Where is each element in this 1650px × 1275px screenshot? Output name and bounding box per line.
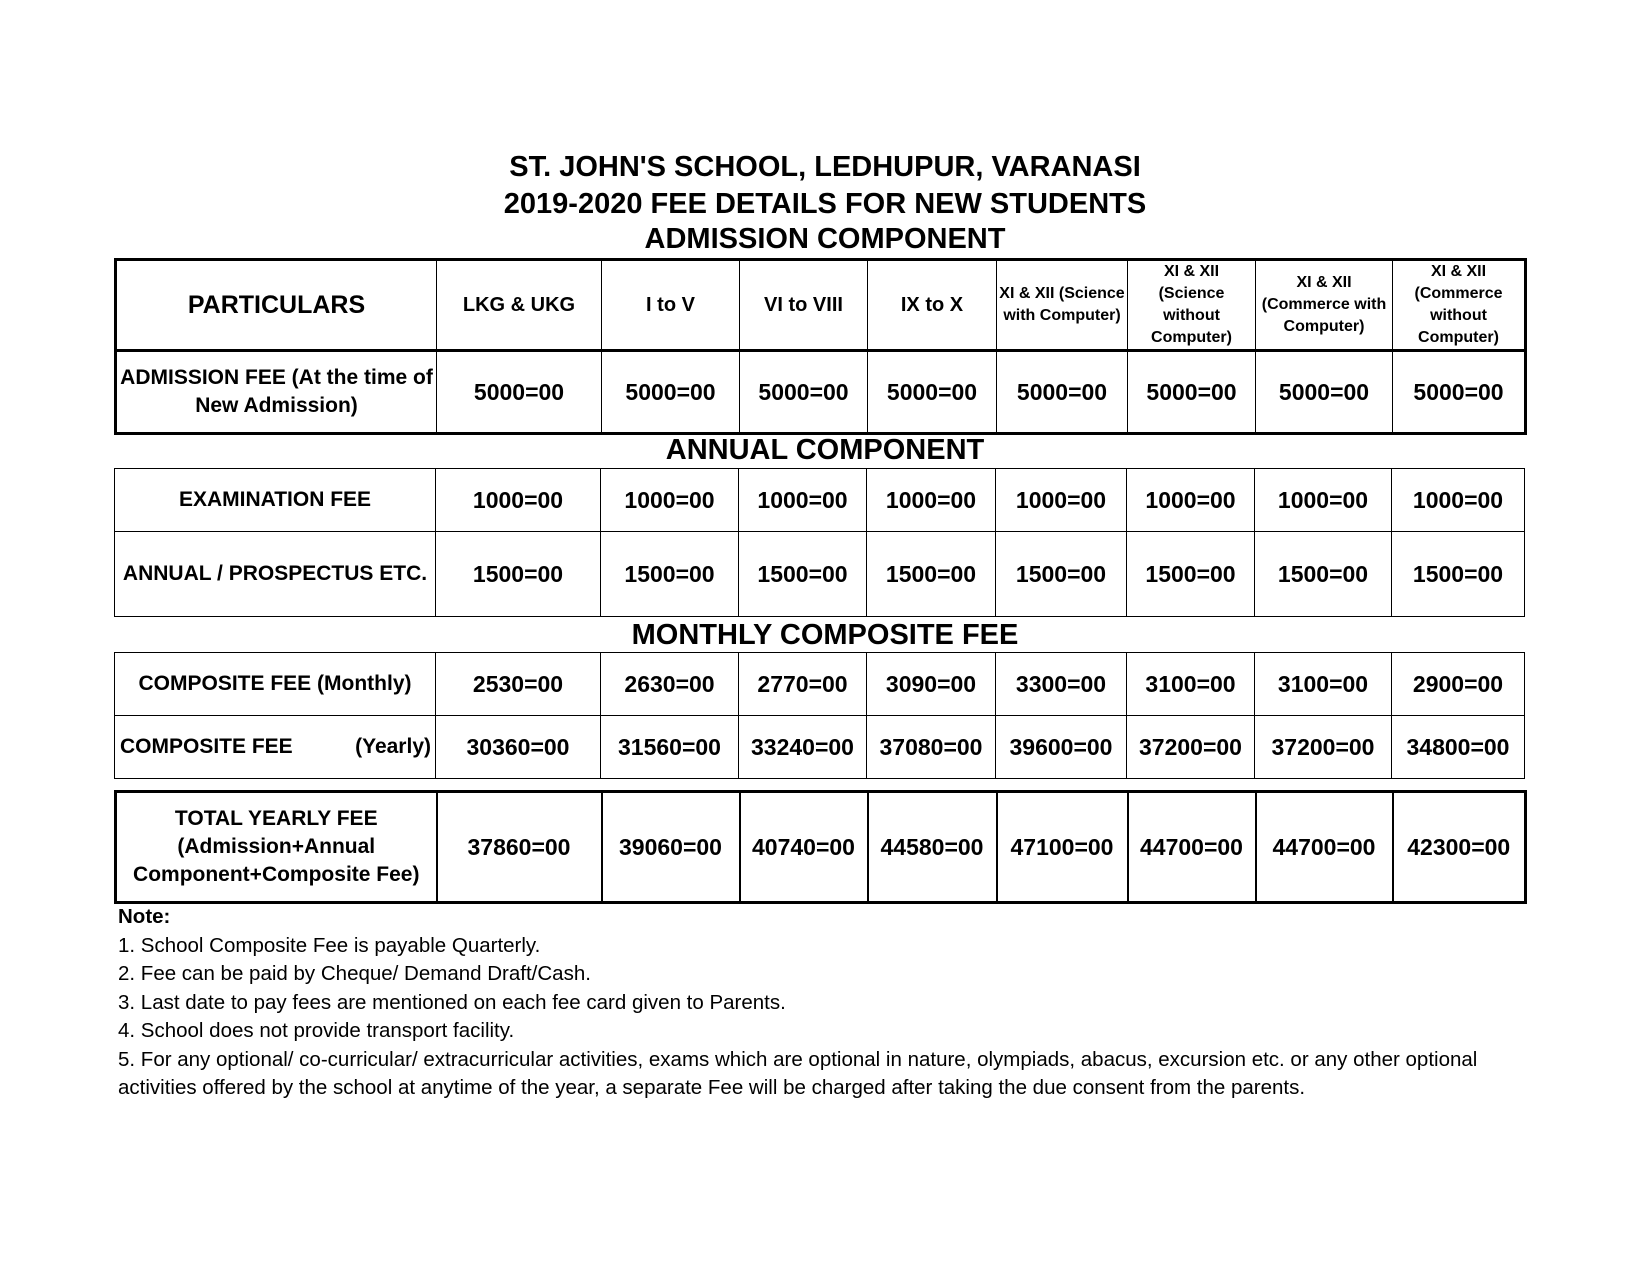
admission-component-table [114,258,1527,435]
composite-monthly-cell: 3100=00 [1127,653,1255,716]
admission-fee-row [116,351,1526,434]
composite-monthly-cell: 3100=00 [1255,653,1392,716]
examination-fee-cell: 1000=00 [1127,469,1255,532]
composite-yearly-row [115,716,1525,779]
admission-fee-cell: 5000=00 [868,351,997,434]
composite-monthly-cell: 3090=00 [867,653,996,716]
column-header-row [116,260,1526,351]
annual-prospectus-label: ANNUAL / PROSPECTUS ETC. [115,532,436,617]
annual-prospectus-cell: 1500=00 [996,532,1127,617]
examination-fee-cell: 1000=00 [601,469,739,532]
annual-prospectus-cell: 1500=00 [1127,532,1255,617]
composite-yearly-label-right: (Yearly) [355,735,431,758]
header-science-with-computer: XI & XII (Science with Computer) [997,260,1128,351]
composite-yearly-cell: 37200=00 [1127,716,1255,779]
composite-yearly-cell: 31560=00 [601,716,739,779]
fee-details-subtitle: 2019-2020 FEE DETAILS FOR NEW STUDENTS [503,188,1147,220]
admission-fee-cell: 5000=00 [1256,351,1393,434]
total-yearly-fee-cell: 40740=00 [740,792,868,903]
header-commerce-with-computer: XI & XII (Commerce with Computer) [1256,260,1393,351]
total-yearly-fee-row [116,792,1526,903]
composite-yearly-cell: 37200=00 [1255,716,1392,779]
composite-yearly-cell: 30360=00 [436,716,601,779]
admission-section-heading: ADMISSION COMPONENT [644,223,1006,255]
composite-yearly-cell: 34800=00 [1392,716,1525,779]
total-yearly-fee-cell: 44700=00 [1256,792,1393,903]
annual-component-table [114,468,1525,617]
examination-fee-row [115,469,1525,532]
admission-fee-cell: 5000=00 [1128,351,1256,434]
composite-monthly-cell: 2630=00 [601,653,739,716]
note-item: 3. Last date to pay fees are mentioned on each fee card given to Parents. [118,990,786,1014]
composite-monthly-cell: 2530=00 [436,653,601,716]
examination-fee-cell: 1000=00 [996,469,1127,532]
note-item: 2. Fee can be paid by Cheque/ Demand Draft/Cash. [118,962,591,985]
note-item: 5. For any optional/ co-curricular/ extracurricular activities, exams which are optional in nature, olympiads, abacus, excursion etc. or any other optional activities offered by the school at anytime of the year, a separate Fee will be charged after taking the due consent from the parents. [118,1047,1478,1099]
total-yearly-fee-cell: 42300=00 [1393,792,1526,903]
note-item: 1. School Composite Fee is payable Quarterly. [118,933,541,957]
monthly-composite-table [114,652,1525,779]
composite-yearly-label [115,716,436,779]
composite-monthly-cell: 2770=00 [739,653,867,716]
total-yearly-fee-cell: 37860=00 [437,792,602,903]
total-yearly-fee-cell: 44700=00 [1128,792,1256,903]
annual-prospectus-cell: 1500=00 [601,532,739,617]
composite-monthly-row [115,653,1525,716]
composite-yearly-label-left: COMPOSITE FEE [120,735,293,758]
header-particulars: PARTICULARS [116,260,437,351]
composite-monthly-cell: 3300=00 [996,653,1127,716]
admission-fee-cell: 5000=00 [997,351,1128,434]
header-lkg-ukg: LKG & UKG [437,260,602,351]
admission-fee-cell: 5000=00 [740,351,868,434]
header-ix-to-x: IX to X [868,260,997,351]
monthly-section-heading: MONTHLY COMPOSITE FEE [631,619,1019,651]
annual-section-heading: ANNUAL COMPONENT [665,434,985,466]
annual-prospectus-cell: 1500=00 [739,532,867,617]
header-commerce-without-computer: XI & XII (Commerce without Computer) [1393,260,1526,351]
examination-fee-cell: 1000=00 [867,469,996,532]
admission-fee-label: ADMISSION FEE (At the time of New Admission) [116,351,437,434]
annual-prospectus-cell: 1500=00 [867,532,996,617]
composite-yearly-cell: 33240=00 [739,716,867,779]
total-yearly-fee-label: TOTAL YEARLY FEE (Admission+Annual Component+Composite Fee) [116,792,437,903]
annual-prospectus-cell: 1500=00 [1392,532,1525,617]
total-yearly-fee-cell: 47100=00 [997,792,1128,903]
examination-fee-cell: 1000=00 [1255,469,1392,532]
total-yearly-fee-table [114,790,1527,904]
composite-monthly-label: COMPOSITE FEE (Monthly) [115,653,436,716]
annual-prospectus-cell: 1500=00 [1255,532,1392,617]
admission-fee-cell: 5000=00 [1393,351,1526,434]
composite-yearly-cell: 39600=00 [996,716,1127,779]
note-item: 4. School does not provide transport facility. [118,1019,515,1042]
annual-prospectus-cell: 1500=00 [436,532,601,617]
examination-fee-cell: 1000=00 [739,469,867,532]
notes-section [118,903,1538,1103]
composite-monthly-cell: 2900=00 [1392,653,1525,716]
examination-fee-label: EXAMINATION FEE [115,469,436,532]
header-i-to-v: I to V [602,260,740,351]
header-vi-to-viii: VI to VIII [740,260,868,351]
examination-fee-cell: 1000=00 [1392,469,1525,532]
school-title: ST. JOHN'S SCHOOL, LEDHUPUR, VARANASI [509,151,1141,183]
annual-prospectus-row [115,532,1525,617]
notes-title: Note: [118,905,171,928]
total-yearly-fee-cell: 39060=00 [602,792,740,903]
examination-fee-cell: 1000=00 [436,469,601,532]
admission-fee-cell: 5000=00 [602,351,740,434]
total-yearly-fee-cell: 44580=00 [868,792,997,903]
composite-yearly-cell: 37080=00 [867,716,996,779]
header-science-without-computer: XI & XII (Science without Computer) [1128,260,1256,351]
admission-fee-cell: 5000=00 [437,351,602,434]
